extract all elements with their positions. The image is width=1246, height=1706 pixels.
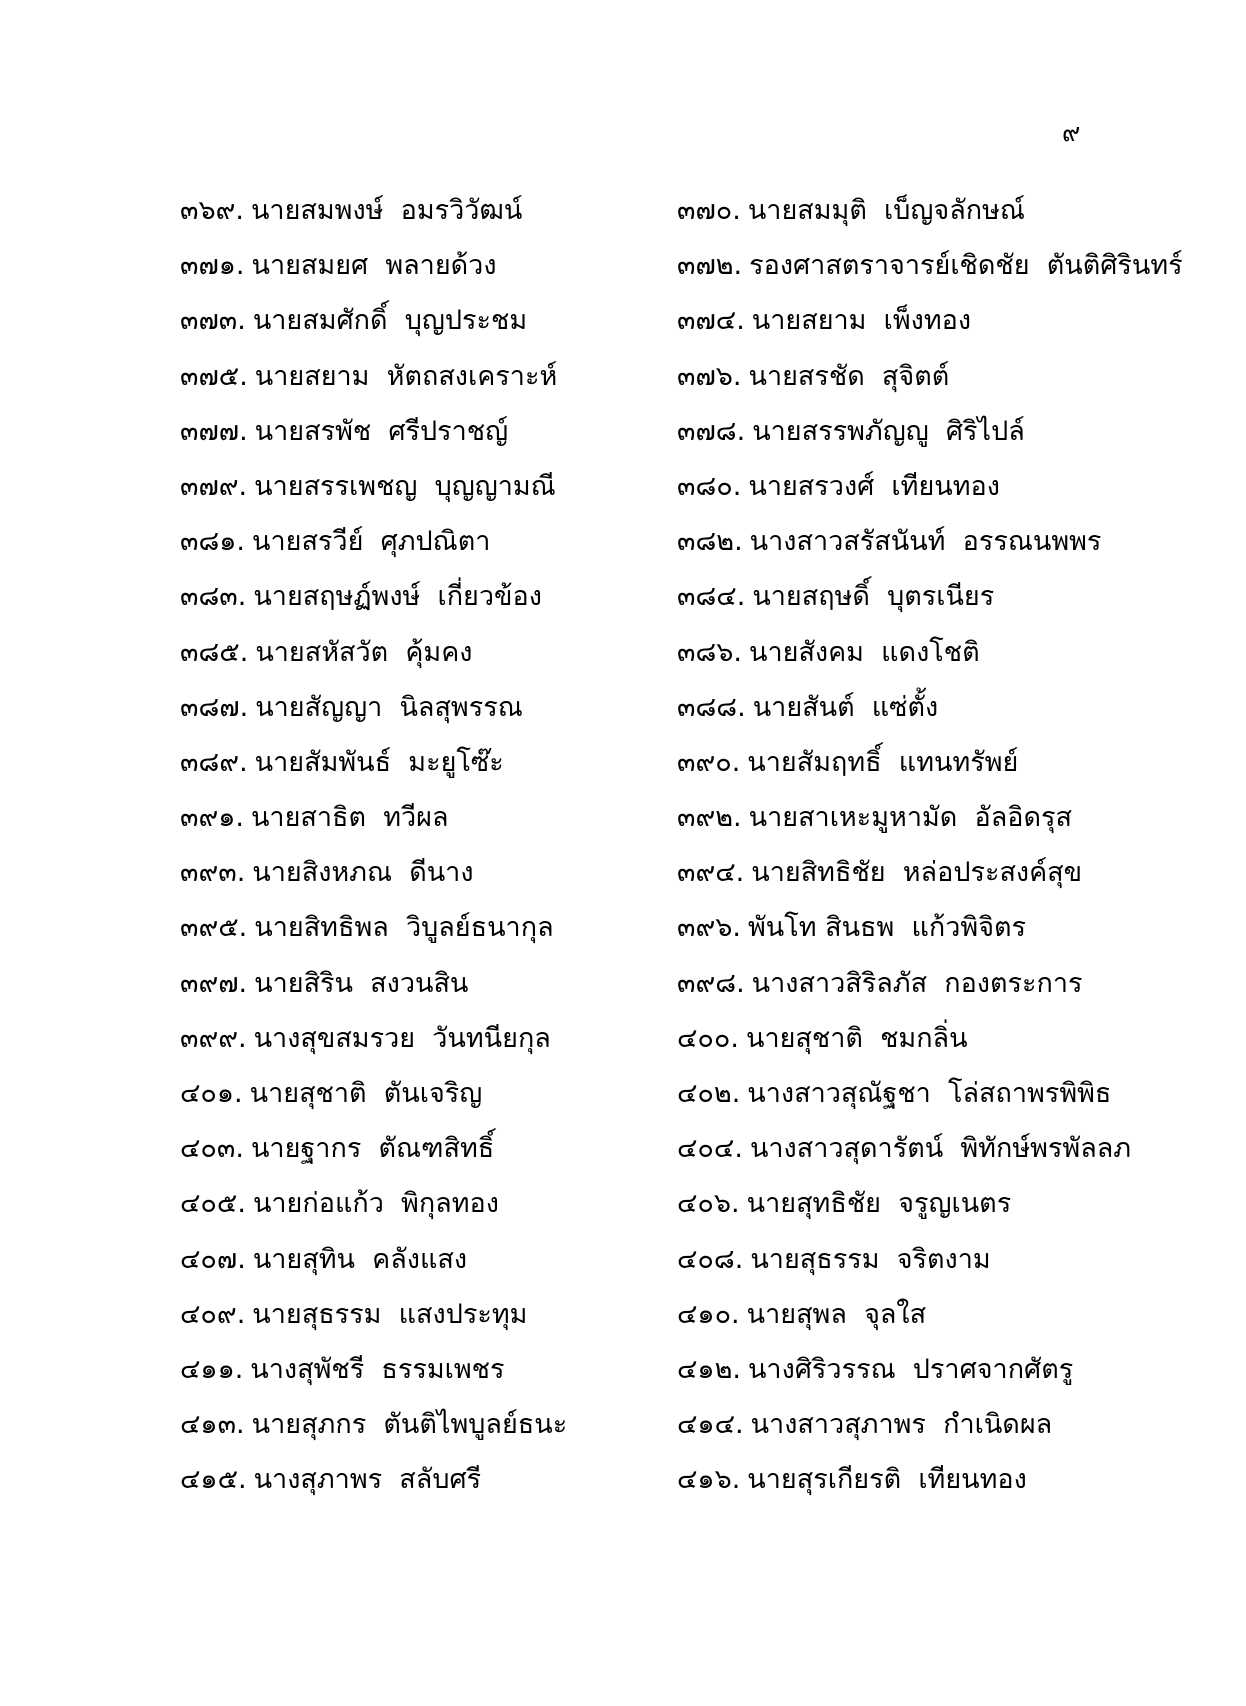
list-item [180, 964, 468, 1004]
item-number: ๓๙๕. [180, 912, 248, 944]
person-name: นายสังคม แดงโชติ [749, 636, 980, 668]
list-item [180, 853, 474, 893]
list-row [0, 191, 1246, 246]
item-number: ๔๑๖. [677, 1464, 741, 1496]
item-number: ๓๘๘. [677, 691, 746, 723]
person-name: นายสุรเกียรติ เทียนทอง [747, 1464, 1027, 1496]
item-number: ๓๗๕. [180, 360, 248, 392]
list-item [677, 522, 1101, 562]
person-name: นายสุพล จุลใส [746, 1298, 927, 1330]
item-number: ๓๗๒. [677, 250, 743, 282]
person-name: นายสุภกร ตันติไพบูลย์ธนะ [251, 1409, 568, 1441]
person-name: นายสิทธิพล วิบูลย์ธนากุล [254, 912, 554, 944]
list-row [0, 1129, 1246, 1184]
person-name: นายสฤษดิ์ บุตรเนียร [752, 581, 995, 613]
item-number: ๓๗๖. [677, 360, 742, 392]
list-row [0, 688, 1246, 743]
list-item [677, 357, 949, 397]
list-row [0, 301, 1246, 356]
item-number: ๓๙๖. [677, 912, 741, 944]
list-item [180, 191, 522, 231]
name-list [0, 191, 1246, 1516]
item-number: ๔๐๑. [180, 1078, 243, 1109]
list-item [677, 1184, 1011, 1224]
list-item [180, 1074, 482, 1114]
item-number: ๔๐๗. [180, 1243, 246, 1275]
list-row [0, 1240, 1246, 1295]
list-item [677, 908, 1026, 948]
list-row [0, 1074, 1246, 1129]
person-name: นายสัญญา นิลสุพรรณ [255, 691, 523, 723]
person-name: นายสรวีย์ ศุภปณิตา [252, 526, 491, 558]
person-name: นางสาวสรัสนันท์ อรรณนพพร [749, 526, 1102, 558]
list-row [0, 522, 1246, 577]
item-number: ๓๗๓. [180, 305, 246, 337]
item-number: ๔๐๙. [180, 1298, 246, 1330]
list-row [0, 1295, 1246, 1350]
person-name: นายสุชาติ ชมกลิ่น [745, 1022, 968, 1054]
person-name: นายสุทิน คลังแสง [252, 1243, 468, 1275]
item-number: ๓๗๔. [677, 305, 745, 337]
item-number: ๓๖๙. [180, 195, 244, 226]
list-item [677, 1019, 968, 1059]
person-name: นายสิริน สงวนสิน [254, 967, 469, 999]
item-number: ๔๑๐. [677, 1298, 740, 1330]
item-number: ๓๘๔. [677, 581, 746, 613]
person-name: นางสุขสมรวย วันทนียกุล [253, 1022, 551, 1054]
person-name: พันโท สินธพ แก้วพิจิตร [747, 912, 1027, 944]
person-name: รองศาสตราจารย์เชิดชัย ตันติศิรินทร์ [749, 250, 1183, 282]
person-name: นายสุทธิชัย จรูญเนตร [746, 1188, 1012, 1220]
list-item [677, 467, 1000, 507]
person-name: นายสิงหภณ ดีนาง [252, 857, 474, 889]
item-number: ๓๘๖. [677, 636, 743, 668]
person-name: นายสาธิต ทวีผล [250, 802, 449, 834]
person-name: นายสมพงษ์ อมรวิวัฒน์ [250, 195, 523, 226]
list-item [180, 908, 554, 948]
list-item [677, 1240, 991, 1280]
person-name: นายฐากร ตัณฑสิทธิ์ [250, 1133, 495, 1165]
item-number: ๓๙๘. [677, 967, 745, 999]
person-name: นางสุภาพร สลับศรี [253, 1464, 482, 1496]
list-item [677, 577, 994, 617]
item-number: ๔๑๒. [677, 1353, 741, 1385]
list-item [677, 1295, 926, 1335]
list-row [0, 908, 1246, 963]
list-item [677, 633, 980, 673]
list-item [180, 633, 472, 673]
item-number: ๔๐๖. [677, 1188, 740, 1220]
item-number: ๓๙๑. [180, 802, 244, 834]
list-item [180, 1295, 527, 1335]
list-row [0, 246, 1246, 301]
person-name: นายสมศักดิ์ บุญประชม [252, 305, 528, 337]
list-item [677, 1405, 1052, 1445]
list-row [0, 1184, 1246, 1239]
person-name: นายสันต์ แซ่ตั้ง [752, 691, 939, 723]
list-item [677, 853, 1082, 893]
list-item [180, 467, 556, 507]
list-item [677, 688, 938, 728]
item-number: ๔๐๓. [180, 1133, 244, 1165]
person-name: นายสฤษฏ์พงษ์ เกี่ยวข้อง [253, 581, 542, 613]
list-item [677, 743, 1018, 783]
item-number: ๓๘๒. [677, 526, 743, 558]
person-name: นายสมยศ พลายด้วง [251, 250, 497, 282]
list-item [677, 246, 1183, 286]
person-name: นายสรชัด สุจิตต์ [748, 360, 950, 392]
person-name: นายสาเหะมูหามัด อัลอิดรุส [748, 802, 1072, 834]
list-row [0, 412, 1246, 467]
list-item [677, 301, 971, 341]
list-item [180, 412, 508, 452]
item-number: ๔๐๐. [677, 1022, 739, 1054]
item-number: ๓๘๙. [180, 746, 248, 778]
person-name: นายก่อแก้ว พิกุลทอง [252, 1188, 499, 1220]
list-item [677, 191, 1025, 231]
person-name: นายสุธรรม จริตงาม [750, 1243, 991, 1275]
item-number: ๔๐๕. [180, 1188, 246, 1220]
list-row [0, 1460, 1246, 1515]
item-number: ๓๙๗. [180, 967, 248, 999]
list-row [0, 853, 1246, 908]
list-item [180, 357, 557, 397]
person-name: นางสาวสุภาพร กำเนิดผล [750, 1409, 1053, 1441]
list-item [180, 1405, 567, 1445]
item-number: ๓๗๘. [677, 415, 746, 447]
item-number: ๓๘๗. [180, 691, 249, 723]
list-item [180, 522, 490, 562]
page-number: ๙ [1062, 118, 1081, 147]
item-number: ๓๗๙. [180, 470, 248, 502]
item-number: ๔๑๔. [677, 1409, 744, 1441]
person-name: นางสาวสิริลภัส กองตระการ [751, 967, 1083, 999]
list-item [180, 798, 449, 838]
list-item [677, 1074, 1111, 1114]
person-name: นายสัมพันธ์ มะยูโซ๊ะ [254, 746, 504, 778]
item-number: ๔๐๘. [677, 1243, 744, 1275]
list-item [180, 1350, 505, 1390]
list-row [0, 1350, 1246, 1405]
list-row [0, 467, 1246, 522]
item-number: ๓๗๐. [677, 195, 741, 226]
list-row [0, 964, 1246, 1019]
item-number: ๓๗๗. [180, 415, 248, 447]
person-name: นายสรรพภัญญู ศิริไปล์ [752, 415, 1025, 447]
person-name: นายสยาม หัตถสงเคราะห์ [254, 360, 558, 392]
person-name: นายสหัสวัต คุ้มคง [255, 636, 473, 668]
person-name: นายสุชาติ ตันเจริญ [249, 1078, 483, 1109]
list-item [677, 798, 1072, 838]
list-row [0, 743, 1246, 798]
list-item [180, 743, 504, 783]
item-number: ๓๘๑. [180, 526, 246, 558]
person-name: นางสาวสุดารัตน์ พิทักษ์พรพัลลภ [749, 1133, 1132, 1165]
person-name: นายสมมุติ เบ็ญจลักษณ์ [747, 195, 1025, 226]
list-row [0, 577, 1246, 632]
person-name: นายสยาม เพ็งทอง [751, 305, 972, 337]
item-number: ๓๙๓. [180, 857, 246, 889]
list-item [180, 577, 542, 617]
person-name: นางสาวสุณัฐชา โล่สถาพรพิพิธ [747, 1078, 1112, 1109]
list-item [180, 688, 523, 728]
list-item [180, 301, 527, 341]
item-number: ๓๘๓. [180, 581, 247, 613]
item-number: ๓๙๙. [180, 1022, 247, 1054]
list-row [0, 633, 1246, 688]
person-name: นางสุพัชรี ธรรมเพชร [250, 1353, 505, 1385]
list-item [677, 1350, 1073, 1390]
person-name: นางศิริวรรณ ปราศจากศัตรู [747, 1353, 1074, 1385]
person-name: นายสรรเพชญ บุญญามณี [254, 470, 556, 502]
list-item [677, 1129, 1131, 1169]
person-name: นายสรพัช ศรีปราชญ์ [254, 415, 509, 447]
list-item [677, 1460, 1027, 1500]
item-number: ๓๘๐. [677, 470, 742, 502]
person-name: นายสุธรรม แสงประทุม [252, 1298, 528, 1330]
person-name: นายสัมฤทธิ์ แทนทรัพย์ [747, 746, 1019, 778]
list-row [0, 798, 1246, 853]
item-number: ๔๑๓. [180, 1409, 245, 1441]
list-row [0, 1405, 1246, 1460]
list-row [0, 357, 1246, 412]
item-number: ๓๙๒. [677, 802, 742, 834]
item-number: ๔๐๔. [677, 1133, 743, 1165]
item-number: ๓๗๑. [180, 250, 245, 282]
list-item [180, 1129, 494, 1169]
item-number: ๓๙๔. [677, 857, 745, 889]
list-row [0, 1019, 1246, 1074]
item-number: ๔๑๑. [180, 1353, 244, 1385]
item-number: ๓๙๐. [677, 746, 741, 778]
list-item [180, 246, 497, 286]
item-number: ๔๐๒. [677, 1078, 741, 1109]
list-item [677, 412, 1025, 452]
item-number: ๓๘๕. [180, 636, 249, 668]
list-item [180, 1240, 467, 1280]
person-name: นายสรวงศ์ เทียนทอง [748, 470, 1000, 502]
person-name: นายสิทธิชัย หล่อประสงค์สุข [751, 857, 1083, 889]
list-item [180, 1184, 499, 1224]
list-item [180, 1460, 481, 1500]
item-number: ๔๑๕. [180, 1464, 247, 1496]
list-item [677, 964, 1083, 1004]
list-item [180, 1019, 551, 1059]
